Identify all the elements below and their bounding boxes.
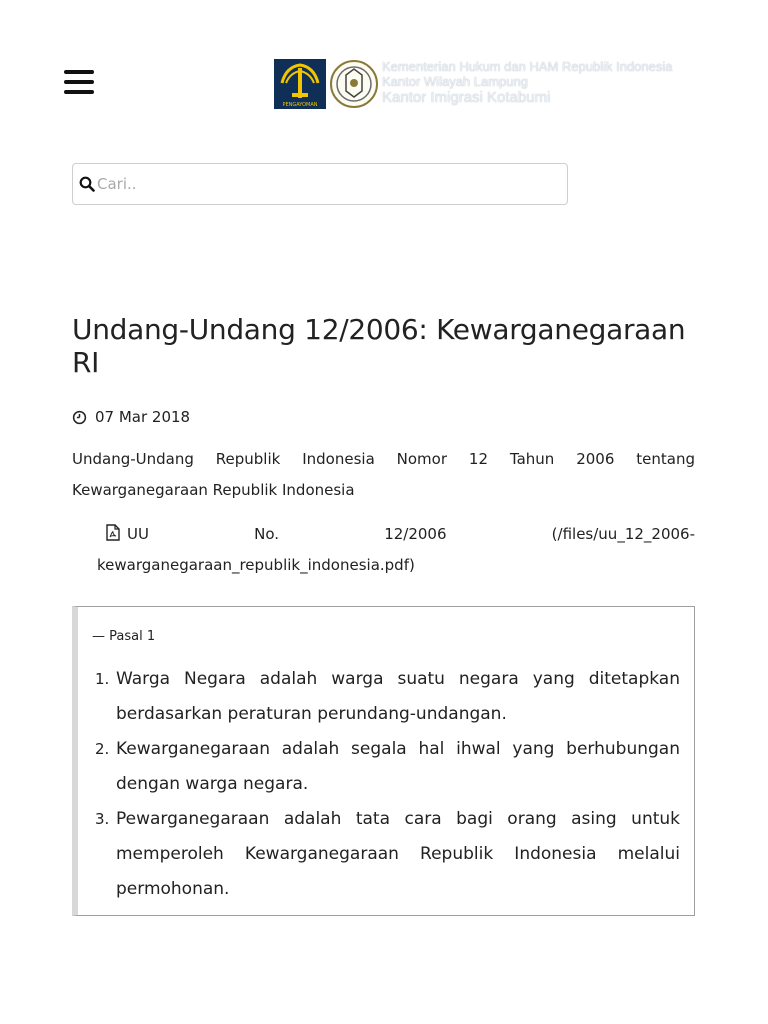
article-title: Undang-Undang 12/2006: Kewarganegaraan RI (72, 313, 686, 379)
imigrasi-seal-icon (328, 59, 380, 109)
pasal-list (78, 662, 680, 907)
search-icon[interactable] (79, 176, 95, 192)
list-item (78, 662, 680, 732)
pasal-heading: — Pasal 1 (92, 629, 156, 644)
regional-office-name: Kantor Wilayah Lampung (382, 74, 528, 89)
article-date (72, 406, 190, 428)
date-text: 07 Mar 2018 (95, 408, 191, 426)
pengayoman-logo (274, 59, 326, 109)
search-box[interactable] (72, 163, 568, 205)
hamburger-menu-icon[interactable] (64, 70, 94, 94)
list-item-number: 3. (95, 810, 110, 828)
site-logo[interactable] (274, 59, 704, 111)
list-item-number: 1. (95, 670, 110, 688)
list-item (78, 802, 680, 907)
clock-icon (72, 410, 87, 425)
file-download-link[interactable]: UU No. 12/2006 (/files/uu_12_2006-kewarganegaraan_republik_indonesia.pdf) (97, 525, 695, 574)
article-summary: Undang-Undang Republik Indonesia Nomor 12 Tahun 2006 tentang Kewarganegaraan Republik Indonesia (72, 450, 695, 499)
office-name: Kantor Imigrasi Kotabumi (382, 89, 551, 106)
search-input[interactable] (97, 164, 557, 204)
list-item-text: Kewarganegaraan adalah segala hal ihwal yang berhubungan dengan warga negara. (116, 739, 680, 794)
pdf-file-icon (105, 524, 121, 541)
list-item-text: Warga Negara adalah warga suatu negara yang ditetapkan berdasarkan peraturan perundang-undangan. (116, 669, 680, 724)
ministry-name: Kementerian Hukum dan HAM Republik Indonesia (382, 59, 673, 74)
file-download-row (97, 519, 695, 581)
logo-caption: PENGAYOMAN (282, 102, 318, 108)
list-item (78, 732, 680, 802)
logo-text (382, 59, 704, 107)
list-item-text: Pewarganegaraan adalah tata cara bagi orang asing untuk memperoleh Kewarganegaraan Republik Indonesia melalui permohonan. (116, 809, 680, 899)
pasal-blockquote (72, 606, 695, 916)
list-item-number: 2. (95, 740, 110, 758)
